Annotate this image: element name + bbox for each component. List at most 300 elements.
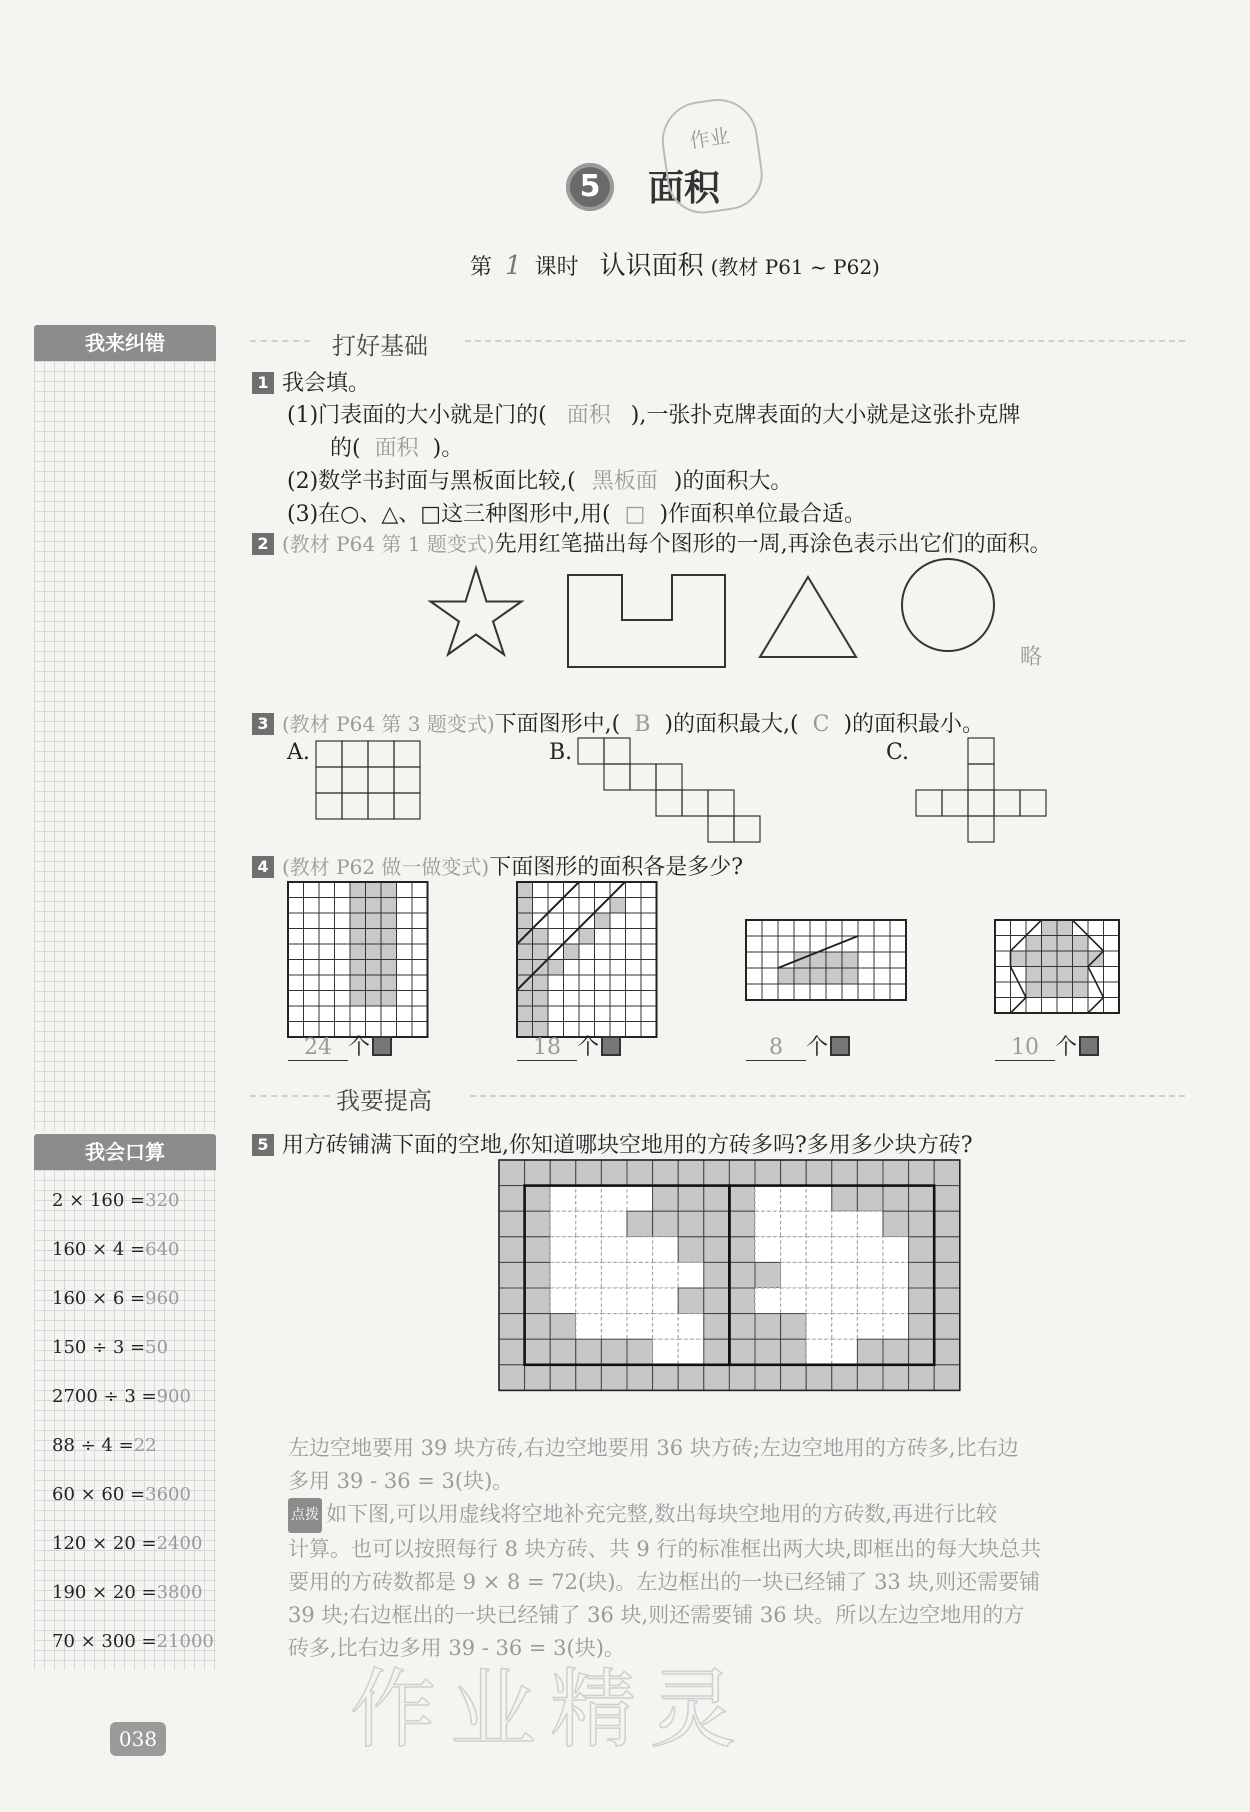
- grid-cell: [595, 882, 611, 898]
- grid-cell: [342, 767, 368, 793]
- empty-tile: [755, 1211, 781, 1237]
- tile: [909, 1211, 935, 1237]
- grid-cell: [397, 944, 413, 960]
- empty-tile: [806, 1339, 832, 1365]
- notched-rectangle-shape: [568, 575, 725, 667]
- tile: [909, 1262, 935, 1288]
- grid-cell: [548, 882, 564, 898]
- tile: [601, 1365, 627, 1391]
- grid-cell: [778, 984, 794, 1000]
- grid-cell: [316, 767, 342, 793]
- tile: [729, 1262, 755, 1288]
- empty-tile: [576, 1314, 602, 1340]
- grid-cell: [394, 767, 420, 793]
- grid-cell: [335, 898, 351, 914]
- empty-tile: [601, 1211, 627, 1237]
- grid-cell: [335, 882, 351, 898]
- grid-cell: [595, 975, 611, 991]
- grid-cell: [610, 960, 626, 976]
- grid-cell: [995, 967, 1011, 983]
- q1-line-1: (1)门表面的大小就是门的( 面积 ),一张扑克牌表面的大小就是这张扑克牌: [287, 403, 1021, 428]
- q3-label-a: A.: [287, 740, 310, 765]
- shaded-cell: [778, 968, 794, 984]
- tile: [729, 1186, 755, 1212]
- q5-answer-line: 多用 39 - 36 = 3(块)。: [288, 1469, 514, 1493]
- grid-cell: [578, 738, 604, 764]
- tile: [704, 1262, 730, 1288]
- grid-cell: [412, 991, 428, 1007]
- grid-cell: [968, 816, 994, 842]
- empty-tile: [601, 1288, 627, 1314]
- empty-tile: [857, 1262, 883, 1288]
- tile: [550, 1314, 576, 1340]
- grid-cell: [319, 975, 335, 991]
- shaded-cell: [1073, 967, 1089, 983]
- tile: [832, 1160, 858, 1186]
- grid-cell: [564, 960, 580, 976]
- grid-cell: [968, 738, 994, 764]
- shaded-cell: [610, 898, 626, 914]
- tile: [704, 1288, 730, 1314]
- empty-tile: [832, 1262, 858, 1288]
- section-divider: [465, 340, 1185, 342]
- grid-cell: [858, 920, 874, 936]
- shaded-cell: [366, 960, 382, 976]
- shaded-cell: [350, 882, 366, 898]
- tile: [781, 1339, 807, 1365]
- grid-cell: [412, 882, 428, 898]
- tile: [781, 1314, 807, 1340]
- tile: [755, 1365, 781, 1391]
- grid-cell: [579, 991, 595, 1007]
- shaded-cell: [595, 913, 611, 929]
- grid-cell: [626, 1022, 642, 1038]
- grid-cell: [682, 790, 708, 816]
- correction-tab: 我来纠错: [34, 325, 216, 361]
- grid-cell: [626, 944, 642, 960]
- tile: [934, 1211, 960, 1237]
- empty-tile: [883, 1288, 909, 1314]
- tile: [755, 1339, 781, 1365]
- empty-tile: [550, 1262, 576, 1288]
- grid-cell: [319, 960, 335, 976]
- tile: [525, 1288, 551, 1314]
- grid-cell: [579, 975, 595, 991]
- calc-row: 190 × 20 =3800: [52, 1582, 203, 1603]
- unit-badge: 5: [566, 163, 614, 211]
- q5-hint-line: 要用的方砖数都是 9 × 8 = 72(块)。左边框出的一块已经铺了 33 块,则还需要铺: [288, 1570, 1041, 1594]
- grid-cell: [995, 951, 1011, 967]
- grid-cell: [995, 998, 1011, 1014]
- tile: [755, 1262, 781, 1288]
- grid-cell: [995, 982, 1011, 998]
- grid-cell: [579, 882, 595, 898]
- tile: [883, 1160, 909, 1186]
- grid-cell: [656, 764, 682, 790]
- grid-cell: [626, 882, 642, 898]
- grid-cell: [874, 952, 890, 968]
- grid-cell: [1011, 920, 1027, 936]
- shaded-cell: [579, 929, 595, 945]
- shaded-cell: [381, 913, 397, 929]
- shaded-cell: [350, 898, 366, 914]
- grid-cell: [874, 920, 890, 936]
- grid-cell: [335, 975, 351, 991]
- grid-cell: [579, 1006, 595, 1022]
- grid-cell: [564, 1006, 580, 1022]
- grid-cell: [1057, 998, 1073, 1014]
- grid-cell: [304, 975, 320, 991]
- grid-cell: [890, 920, 906, 936]
- tile: [704, 1211, 730, 1237]
- grid-cell: [641, 960, 657, 976]
- tile: [909, 1314, 935, 1340]
- tile: [934, 1314, 960, 1340]
- shaded-cell: [366, 944, 382, 960]
- tile: [909, 1160, 935, 1186]
- shaded-cell: [381, 898, 397, 914]
- tile: [909, 1365, 935, 1391]
- tile: [704, 1186, 730, 1212]
- tile: [550, 1339, 576, 1365]
- grid-cell: [397, 898, 413, 914]
- tile: [653, 1211, 679, 1237]
- q4-figure-1: [288, 882, 438, 1022]
- grid-cell: [641, 882, 657, 898]
- tile: [883, 1211, 909, 1237]
- q2-shapes: [420, 555, 1020, 675]
- shaded-cell: [533, 944, 549, 960]
- grid-cell: [316, 793, 342, 819]
- grid-cell: [626, 1006, 642, 1022]
- q4-answer-1: 24 个: [288, 1030, 392, 1061]
- grid-cell: [1088, 982, 1104, 998]
- q3-figure-a: [316, 741, 436, 821]
- grid-cell: [610, 975, 626, 991]
- shaded-cell: [1073, 936, 1089, 952]
- tile: [729, 1314, 755, 1340]
- empty-tile: [627, 1262, 653, 1288]
- grid-cell: [548, 929, 564, 945]
- empty-tile: [627, 1186, 653, 1212]
- tile: [525, 1211, 551, 1237]
- shaded-cell: [517, 913, 533, 929]
- shaded-cell: [366, 898, 382, 914]
- grid-cell: [397, 882, 413, 898]
- grid-cell: [942, 790, 968, 816]
- tile: [857, 1186, 883, 1212]
- grid-cell: [794, 984, 810, 1000]
- empty-tile: [781, 1237, 807, 1263]
- q3-stem: 3 (教材 P64 第 3 题变式)下面图形中,( B )的面积最大,( C )的面积最小。: [252, 707, 984, 738]
- grid-cell: [874, 936, 890, 952]
- shaded-cell: [1057, 936, 1073, 952]
- triangle-shape: [760, 577, 856, 657]
- grid-cell: [579, 960, 595, 976]
- shaded-cell: [826, 968, 842, 984]
- shaded-cell: [381, 944, 397, 960]
- grid-cell: [890, 952, 906, 968]
- grid-cell: [1088, 920, 1104, 936]
- empty-tile: [678, 1314, 704, 1340]
- tile: [883, 1339, 909, 1365]
- empty-tile: [883, 1237, 909, 1263]
- grid-cell: [708, 816, 734, 842]
- grid-cell: [368, 793, 394, 819]
- grid-cell: [746, 968, 762, 984]
- square-unit-icon: [601, 1036, 621, 1056]
- grid-cell: [335, 913, 351, 929]
- shaded-cell: [1042, 920, 1058, 936]
- shaded-cell: [1057, 967, 1073, 983]
- grid-cell: [794, 920, 810, 936]
- grid-cell: [548, 991, 564, 1007]
- grid-cell: [533, 882, 549, 898]
- tile: [704, 1160, 730, 1186]
- tile: [499, 1237, 525, 1263]
- grid-cell: [335, 960, 351, 976]
- empty-tile: [576, 1186, 602, 1212]
- shaded-cell: [533, 929, 549, 945]
- grid-cell: [595, 991, 611, 1007]
- shaded-cell: [381, 929, 397, 945]
- grid-cell: [604, 764, 630, 790]
- tile: [934, 1160, 960, 1186]
- grid-cell: [397, 1006, 413, 1022]
- grid-cell: [366, 1006, 382, 1022]
- empty-tile: [601, 1237, 627, 1263]
- grid-cell: [397, 1022, 413, 1038]
- empty-tile: [653, 1288, 679, 1314]
- tile: [909, 1186, 935, 1212]
- star-shape: [431, 568, 522, 655]
- shaded-cell: [794, 968, 810, 984]
- grid-cell: [304, 991, 320, 1007]
- empty-tile: [550, 1186, 576, 1212]
- shaded-cell: [350, 929, 366, 945]
- shaded-cell: [517, 1006, 533, 1022]
- q3-figure-c: [916, 738, 1056, 848]
- grid-cell: [762, 936, 778, 952]
- tile: [883, 1186, 909, 1212]
- unit-title: 面积: [648, 168, 721, 209]
- grid-cell: [533, 898, 549, 914]
- empty-tile: [857, 1288, 883, 1314]
- tile: [525, 1160, 551, 1186]
- empty-tile: [781, 1211, 807, 1237]
- section-divider: [470, 1095, 1185, 1097]
- grid-cell: [746, 952, 762, 968]
- grid-cell: [1020, 790, 1046, 816]
- grid-cell: [304, 913, 320, 929]
- grid-cell: [564, 898, 580, 914]
- tile: [729, 1365, 755, 1391]
- grid-cell: [397, 960, 413, 976]
- empty-tile: [678, 1339, 704, 1365]
- grid-cell: [641, 975, 657, 991]
- grid-cell: [335, 929, 351, 945]
- grid-cell: [874, 968, 890, 984]
- tile: [909, 1339, 935, 1365]
- calc-row: 2 × 160 =320: [52, 1190, 180, 1211]
- tile: [525, 1237, 551, 1263]
- lesson-title: 认识面积: [599, 251, 704, 281]
- empty-tile: [627, 1288, 653, 1314]
- empty-tile: [576, 1262, 602, 1288]
- grid-cell: [288, 960, 304, 976]
- tile: [627, 1160, 653, 1186]
- tile: [678, 1186, 704, 1212]
- empty-tile: [832, 1314, 858, 1340]
- lesson-heading: [470, 245, 880, 282]
- grid-cell: [968, 790, 994, 816]
- empty-tile: [678, 1262, 704, 1288]
- grid-cell: [1104, 967, 1120, 983]
- shaded-cell: [381, 960, 397, 976]
- section-title-improve: 我要提高: [336, 1087, 432, 1115]
- tile: [729, 1211, 755, 1237]
- tile: [755, 1314, 781, 1340]
- q1-line-4: (3)在○、△、□这三种图形中,用( □ )作面积单位最合适。: [287, 502, 867, 527]
- shaded-cell: [842, 968, 858, 984]
- oral-calc-tab: 我会口算: [34, 1134, 216, 1170]
- shaded-cell: [1042, 951, 1058, 967]
- shaded-cell: [1011, 951, 1027, 967]
- empty-tile: [627, 1314, 653, 1340]
- grid-cell: [381, 1006, 397, 1022]
- grid-cell: [641, 1006, 657, 1022]
- correction-grid: [34, 361, 216, 1131]
- grid-cell: [890, 936, 906, 952]
- grid-cell: [304, 1006, 320, 1022]
- tile: [678, 1288, 704, 1314]
- tile: [499, 1160, 525, 1186]
- shaded-cell: [366, 913, 382, 929]
- shaded-cell: [533, 1006, 549, 1022]
- grid-cell: [762, 920, 778, 936]
- hint-badge: 点拨: [288, 1498, 322, 1533]
- tile: [653, 1186, 679, 1212]
- grid-cell: [995, 920, 1011, 936]
- tile: [525, 1262, 551, 1288]
- grid-cell: [304, 944, 320, 960]
- shaded-cell: [1026, 967, 1042, 983]
- q4-answer-4: 10 个: [995, 1030, 1099, 1061]
- shaded-cell: [517, 991, 533, 1007]
- grid-cell: [304, 929, 320, 945]
- grid-cell: [394, 793, 420, 819]
- watermark: 作业精灵: [350, 1660, 750, 1760]
- calc-row: 160 × 6 =960: [52, 1288, 180, 1309]
- shaded-cell: [842, 952, 858, 968]
- empty-tile: [653, 1237, 679, 1263]
- q2-answer: 略: [1020, 645, 1043, 670]
- shaded-cell: [517, 882, 533, 898]
- grid-cell: [890, 968, 906, 984]
- tile: [678, 1365, 704, 1391]
- grid-cell: [412, 913, 428, 929]
- shaded-cell: [350, 913, 366, 929]
- shaded-cell: [366, 882, 382, 898]
- q3-label-c: C.: [886, 740, 910, 765]
- grid-cell: [641, 1022, 657, 1038]
- grid-cell: [890, 984, 906, 1000]
- grid-cell: [412, 944, 428, 960]
- grid-cell: [397, 975, 413, 991]
- tile: [627, 1339, 653, 1365]
- grid-cell: [288, 882, 304, 898]
- grid-cell: [604, 738, 630, 764]
- grid-cell: [1104, 936, 1120, 952]
- grid-cell: [288, 929, 304, 945]
- shaded-cell: [1057, 982, 1073, 998]
- empty-tile: [576, 1211, 602, 1237]
- grid-cell: [746, 920, 762, 936]
- shaded-cell: [1026, 982, 1042, 998]
- grid-cell: [1011, 967, 1027, 983]
- grid-cell: [595, 960, 611, 976]
- empty-tile: [806, 1262, 832, 1288]
- empty-tile: [755, 1237, 781, 1263]
- grid-cell: [1088, 967, 1104, 983]
- grid-cell: [610, 1006, 626, 1022]
- tile: [525, 1339, 551, 1365]
- tile: [857, 1365, 883, 1391]
- grid-cell: [319, 929, 335, 945]
- grid-cell: [641, 898, 657, 914]
- tile: [806, 1160, 832, 1186]
- grid-cell: [412, 960, 428, 976]
- grid-cell: [564, 975, 580, 991]
- grid-cell: [656, 790, 682, 816]
- shaded-cell: [1026, 936, 1042, 952]
- grid-cell: [1042, 998, 1058, 1014]
- tile: [678, 1237, 704, 1263]
- grid-cell: [564, 913, 580, 929]
- empty-tile: [883, 1262, 909, 1288]
- tile: [499, 1365, 525, 1391]
- q5-answer: [288, 1432, 1188, 1498]
- shaded-cell: [810, 968, 826, 984]
- grid-cell: [826, 984, 842, 1000]
- tile: [729, 1288, 755, 1314]
- grid-cell: [335, 1006, 351, 1022]
- grid-cell: [319, 991, 335, 1007]
- square-unit-icon: [830, 1036, 850, 1056]
- q2-stem: 2 (教材 P64 第 1 题变式)先用红笔描出每个图形的一周,再涂色表示出它们的面积。: [252, 527, 1052, 558]
- grid-cell: [641, 913, 657, 929]
- grid-cell: [734, 816, 760, 842]
- grid-cell: [641, 991, 657, 1007]
- shaded-cell: [350, 975, 366, 991]
- grid-cell: [842, 920, 858, 936]
- grid-cell: [412, 1022, 428, 1038]
- lesson-unit: 课时: [534, 255, 579, 280]
- shaded-cell: [533, 975, 549, 991]
- grid-cell: [746, 984, 762, 1000]
- tile: [934, 1186, 960, 1212]
- grid-cell: [304, 898, 320, 914]
- grid-cell: [288, 975, 304, 991]
- tile: [576, 1365, 602, 1391]
- empty-tile: [550, 1237, 576, 1263]
- grid-cell: [564, 991, 580, 1007]
- q1-line-3: (2)数学书封面与黑板面比较,( 黑板面 )的面积大。: [287, 469, 793, 494]
- grid-cell: [1104, 998, 1120, 1014]
- tile: [499, 1262, 525, 1288]
- tile: [653, 1160, 679, 1186]
- grid-cell: [595, 1006, 611, 1022]
